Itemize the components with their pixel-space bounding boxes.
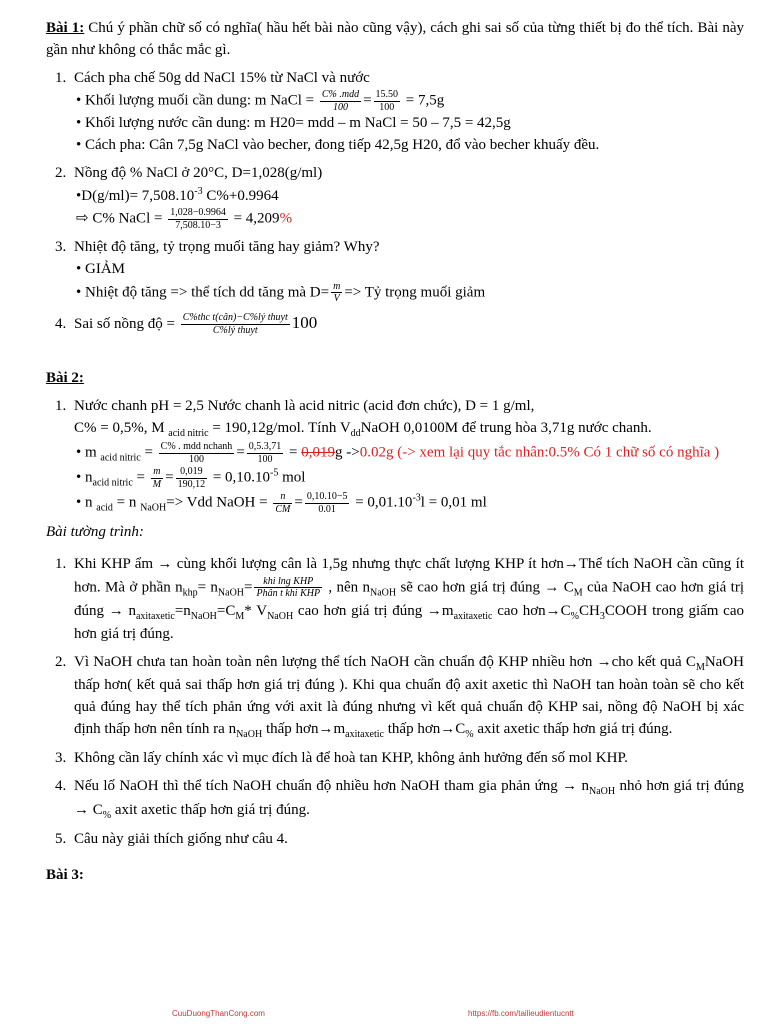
bai1-title: Bài 1: <box>46 20 85 36</box>
footer-right-link[interactable]: https://fb.com/tailieudientucntt <box>468 1009 574 1018</box>
bai2-volume-line: • n $_{acid}$ = n $_{NaOH}$=> Vdd NaOH = $\frac{n}{CM}$ = $\frac{0,10.10-5}{0.01}$ = $0,01.10^{-3}l = 0,01$ ml <box>76 491 487 515</box>
bai1-item2-line2: ⇨ C% NaCl = $\frac{1,028-0.9964}{7,508.10-3}$ = 4,209% <box>76 207 293 231</box>
bai1-list <box>46 68 744 337</box>
bai2-list <box>46 396 744 516</box>
bai2-mol-line: • $n_{acid nitric}$ = $\frac{m}{M}$ = $\frac{0,019}{190,12}$ = $0,10.10^{-5}$ mol <box>76 466 306 490</box>
bai1-intro: Bài 1: Chú ý phần chữ số có nghĩa( hầu hết bài nào cũng vậy), cách ghi sai số của từng thiết bị đo thể tích. Bài này gần như không có thắc mắc gì. <box>46 20 745 58</box>
baitt-item-3: 3. Không cần lấy chính xác vì mục đích là để hoà tan KHP, không ảnh hưởng đến số mol KHP. <box>70 748 744 770</box>
bai1-item1-bullet2: • Khối lượng nước cần dung: m H20= mdd – m NaCl = 50 – 7,5 = 42,5g <box>76 115 511 132</box>
bai2-title: Bài 2: <box>46 370 84 387</box>
bai1-item-3: 3. Nhiệt độ tăng, tỷ trọng muối tăng hay giảm? Why? • GIẢM • Nhiệt độ tăng => thể tích dd tăng mà D= $\frac{m}{V}$ => Tỷ trọng muối giảm <box>70 237 744 305</box>
bai3-title: Bài 3: <box>46 866 84 883</box>
bai2-mass-line: • m $_{acid nitric}$ = $\frac{\text{C\% . mdd nchanh}}{100}$ = $\frac{0,5.3,71}{100}$ = 0,019g ->0.02g (-> xem lại quy tắc nhân:0.5% Có 1 chữ số có nghĩa ) <box>76 441 720 465</box>
bai1-item1-bullet3: • Cách pha: Cân 7,5g NaCl vào becher, đong tiếp 42,5g H20, đổ vào becher khuấy đều. <box>76 137 600 153</box>
bai2-item-1: 1. Nước chanh pH = 2,5 Nước chanh là acid nitric (acid đơn chức), D = 1 g/ml, C% = 0,5%, M $_{acid nitric}$ = 190,12g/mol. Tính $V_{dd}NaOH$ 0,0100M để trung hòa 3,71g nước chanh. • m $_{acid nitric}$ = $\frac{\text{C\% . mdd nchanh}}{100}$ = $\frac{0,5.3,71}{100}$ = 0,019g ->0.02g (-> xem lại quy tắc nhân:0.5% Có 1 chữ số có nghĩa ) • $n_{acid nitric}$ = $\frac{m}{M}$ = $\frac{0,019}{190,12}$ = $0,10.10^{-5}$ mol • n $_{acid}$ = n $_{NaOH}$=> Vdd NaOH = $\frac{n}{CM}$ = $\frac{0,10.10-5}{0.01}$ = $0,01.10^{-3}l = 0,01$ ml <box>70 396 744 516</box>
bai1-item3-bullet2: • Nhiệt độ tăng => thể tích dd tăng mà D= $\frac{m}{V}$ => Tỷ trọng muối giảm <box>76 280 486 305</box>
baitt-item-1: 1. Khi KHP ẩm → cùng khối lượng cân là 1,5g nhưng thực chất lượng KHP ít hơn→Thể tích NaOH cần cũng ít hơn. Mà ở phần $n_{khp}= n_{NaOH}=$ $\frac{\text{khi lng KHP}}{\text{Phân t khi KHP}}$ , nên $n_{NaOH}$ sẽ cao hơn giá trị đúng → $C_M$ của NaOH cao hơn giá trị đúng → $n_{axitaxetic}=n_{NaOH}=C_M*$ $V_{NaOH}$ cao hơn giá trị đúng $\to m_{axitaxetic}$ cao $hơn\to C_{\%}CH_3COOH$ trong giấm cao hơn giá trị đúng. <box>70 554 744 646</box>
bai1-item-4: 4. Sai số nồng độ = $\frac{\text{C\%thc t(cân)−C\%lý thuyt}}{\text{C\%lý thuyt}}$ 100 <box>70 311 744 337</box>
bai1-item1-bullet1: • Khối lượng muối cần dung: m NaCl = $\frac{\text{C\% .mdd}}{100}$ = $\frac{15.50}{100}$ = 7,5g <box>76 89 445 113</box>
footer-left-link[interactable]: CuuDuongThanCong.com <box>172 1009 265 1018</box>
baitt-title: Bài tường trình: <box>46 524 144 541</box>
baitt-item-4: 4. Nếu lố NaOH thì thể tích NaOH chuẩn độ nhiều hơn NaOH tham gia phản ứng → $n_{NaOH}$ nhỏ hơn giá trị đúng → $C_{\%}$ axit axetic thấp hơn giá trị đúng. <box>70 776 744 823</box>
baitt-item-5: 5. Câu này giải thích giống như câu 4. <box>70 829 744 851</box>
baitt-list <box>46 554 744 851</box>
bai1-item3-bullet1: • GIẢM <box>76 261 125 277</box>
bai1-item2-line1: •D(g/ml)= $7,508.10^{-3}$ C%+0.9964 <box>76 185 279 204</box>
bai1-item-2: 2. Nồng độ % NaCl ở 20°C, D=1,028(g/ml) •D(g/ml)= $7,508.10^{-3}$ C%+0.9964 ⇨ C% NaCl = $\frac{1,028-0.9964}{7,508.10-3}$ = 4,209% <box>70 163 744 232</box>
baitt-item-2: 2. Vì NaOH chưa tan hoàn toàn nên lượng thể tích NaOH cần chuẩn độ KHP nhiều hơn →cho kết quả $C_MNaOH$ thấp hơn( kết quả sai thấp hơn giá trị đúng ). Khi qua chuẩn độ axit axetic thì NaOH tan hoàn toàn sẽ cho kết quả đúng hay thể tích phản ứng với axit là đúng nhưng vì kết quả chuẩn độ KHP sai, nồng độ NaOH bị xác định thấp hơn nên tính ra $n_{NaOH}$ thấp $hơn\to m_{axitaxetic}$ thấp $hơn\to C_{\%}$ axit axetic thấp hơn giá trị đúng. <box>70 652 744 743</box>
bai1-item-1: 1. Cách pha chế 50g dd NaCl 15% từ NaCl và nước • Khối lượng muối cần dung: m NaCl = $\frac{\text{C\% .mdd}}{100}$ = $\frac{15.50}{100}$ = 7,5g • Khối lượng nước cần dung: m H20= mdd – m NaCl = 50 – 7,5 = 42,5g • Cách pha: Cân 7,5g NaCl vào becher, đong tiếp 42,5g H20, đổ vào becher khuấy đều. <box>70 68 744 157</box>
